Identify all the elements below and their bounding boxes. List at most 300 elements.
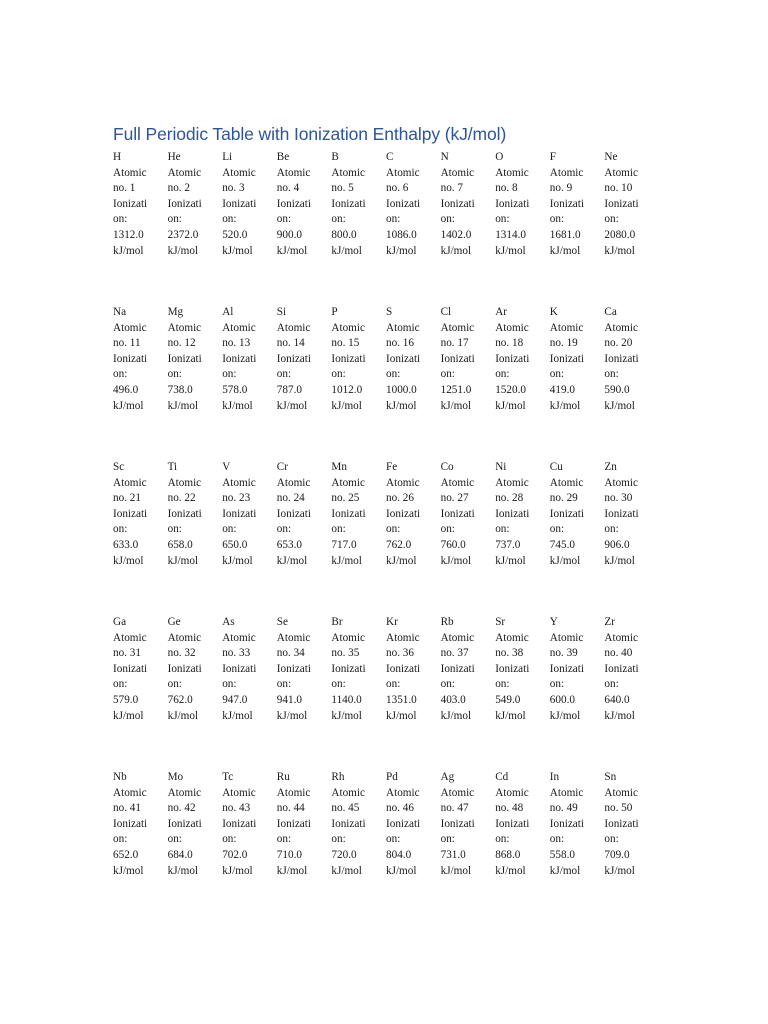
element-cell: [113, 305, 167, 414]
ionization-label-part2: on:: [549, 678, 565, 691]
element-grid: [113, 150, 733, 925]
element-cell: [168, 150, 222, 259]
element-cell: [113, 615, 167, 724]
ionization-label-part1: Ionizati: [495, 197, 530, 210]
atomic-label: Atomic: [386, 631, 420, 644]
ionization-value: 738.0: [167, 383, 193, 396]
element-symbol: N: [440, 151, 449, 163]
element-cell: [222, 615, 276, 724]
ionization-value: 762.0: [167, 693, 193, 706]
ionization-label-part1: Ionizati: [386, 817, 421, 830]
unit-label: kJ/mol: [440, 709, 472, 722]
atomic-label: Atomic: [113, 476, 147, 489]
element-cell: [495, 615, 549, 724]
ionization-label-part1: Ionizati: [495, 352, 530, 365]
element-cell: [277, 305, 331, 414]
unit-label: kJ/mol: [495, 864, 526, 877]
ionization-value: 650.0: [222, 538, 248, 551]
ionization-label-part1: Ionizati: [276, 507, 311, 520]
element-cell: [604, 305, 658, 414]
unit-label: kJ/mol: [604, 709, 635, 722]
ionization-label-part1: Ionizati: [167, 197, 202, 210]
ionization-label-part1: Ionizati: [386, 507, 421, 520]
atomic-number: no. 36: [386, 647, 414, 660]
element-symbol: Ag: [440, 771, 455, 783]
ionization-label-part1: Ionizati: [167, 352, 202, 365]
element-row: [113, 770, 733, 925]
atomic-number: no. 5: [331, 182, 354, 195]
element-symbol: P: [331, 306, 338, 318]
element-symbol: Sc: [113, 461, 125, 473]
ionization-label-part2: on:: [113, 523, 128, 536]
unit-label: kJ/mol: [276, 864, 308, 877]
atomic-number: no. 38: [495, 647, 524, 660]
ionization-value: 653.0: [276, 538, 302, 551]
ionization-value: 1086.0: [386, 228, 417, 241]
atomic-label: Atomic: [604, 321, 638, 334]
element-symbol: Br: [331, 616, 343, 628]
ionization-label-part1: Ionizati: [331, 352, 366, 365]
ionization-label-part1: Ionizati: [549, 817, 584, 830]
ionization-value: 549.0: [495, 693, 521, 706]
ionization-label-part1: Ionizati: [167, 662, 202, 675]
element-symbol: Mo: [167, 771, 184, 783]
atomic-label: Atomic: [386, 321, 420, 334]
atomic-label: Atomic: [495, 786, 529, 799]
atomic-label: Atomic: [331, 631, 365, 644]
ionization-label-part2: on:: [331, 213, 346, 226]
atomic-label: Atomic: [549, 786, 584, 799]
atomic-number: no. 42: [167, 802, 196, 815]
element-symbol: Ca: [604, 306, 617, 318]
atomic-number: no. 29: [549, 492, 578, 505]
unit-label: kJ/mol: [440, 244, 472, 257]
element-cell: [331, 305, 385, 414]
unit-label: kJ/mol: [113, 554, 144, 567]
ionization-value: 762.0: [386, 538, 412, 551]
unit-label: kJ/mol: [331, 554, 362, 567]
ionization-label-part2: on:: [222, 213, 237, 226]
element-symbol: Rb: [440, 616, 454, 628]
ionization-value: 1520.0: [495, 383, 526, 396]
unit-label: kJ/mol: [549, 399, 581, 412]
atomic-label: Atomic: [386, 476, 420, 489]
element-symbol: Cr: [276, 461, 288, 473]
atomic-label: Atomic: [222, 631, 256, 644]
element-cell: [331, 460, 385, 569]
atomic-number: no. 7: [440, 182, 463, 195]
ionization-value: 1251.0: [440, 383, 472, 396]
ionization-value: 941.0: [276, 693, 302, 706]
ionization-label-part2: on:: [604, 523, 619, 536]
element-row: [113, 615, 733, 770]
ionization-label-part2: on:: [386, 523, 401, 536]
element-symbol: Be: [276, 151, 290, 163]
atomic-label: Atomic: [222, 166, 256, 179]
ionization-label-part1: Ionizati: [440, 817, 475, 830]
atomic-number: no. 33: [222, 647, 251, 660]
unit-label: kJ/mol: [113, 399, 144, 412]
element-symbol: Nb: [113, 771, 127, 783]
element-symbol: Ar: [495, 306, 507, 318]
ionization-value: 906.0: [604, 538, 630, 551]
ionization-label-part2: on:: [440, 523, 455, 536]
element-symbol: Si: [276, 306, 287, 318]
element-cell: [386, 305, 440, 414]
atomic-number: no. 19: [549, 337, 578, 350]
ionization-label-part2: on:: [222, 368, 237, 381]
unit-label: kJ/mol: [386, 709, 417, 722]
ionization-value: 2372.0: [167, 228, 199, 241]
ionization-label-part1: Ionizati: [495, 662, 530, 675]
atomic-number: no. 3: [222, 182, 245, 195]
atomic-label: Atomic: [495, 321, 529, 334]
element-symbol: H: [113, 151, 122, 163]
ionization-label-part1: Ionizati: [440, 197, 475, 210]
atomic-label: Atomic: [549, 166, 584, 179]
unit-label: kJ/mol: [331, 709, 362, 722]
ionization-label-part2: on:: [440, 833, 455, 846]
element-symbol: V: [222, 461, 231, 473]
element-symbol: As: [222, 616, 235, 628]
atomic-number: no. 41: [113, 802, 141, 815]
ionization-label-part2: on:: [276, 678, 292, 691]
element-symbol: Sr: [495, 616, 506, 628]
unit-label: kJ/mol: [549, 709, 581, 722]
element-cell: [222, 460, 276, 569]
element-symbol: S: [386, 306, 393, 318]
ionization-label-part2: on:: [495, 523, 510, 536]
ionization-label-part2: on:: [440, 368, 455, 381]
ionization-label-part1: Ionizati: [222, 662, 257, 675]
unit-label: kJ/mol: [440, 554, 472, 567]
element-cell: [604, 460, 658, 569]
atomic-number: no. 46: [386, 802, 414, 815]
ionization-label-part2: on:: [222, 678, 237, 691]
atomic-number: no. 45: [331, 802, 360, 815]
ionization-value: 1312.0: [113, 228, 144, 241]
atomic-label: Atomic: [167, 631, 202, 644]
ionization-value: 1000.0: [386, 383, 417, 396]
unit-label: kJ/mol: [167, 864, 199, 877]
unit-label: kJ/mol: [276, 709, 308, 722]
ionization-label-part1: Ionizati: [549, 507, 584, 520]
ionization-value: 787.0: [276, 383, 302, 396]
ionization-label-part1: Ionizati: [440, 507, 475, 520]
element-cell: [550, 615, 604, 724]
element-symbol: Ru: [276, 771, 290, 783]
unit-label: kJ/mol: [113, 709, 144, 722]
ionization-label-part1: Ionizati: [276, 352, 311, 365]
ionization-value: 579.0: [113, 693, 139, 706]
atomic-number: no. 17: [440, 337, 469, 350]
atomic-label: Atomic: [495, 631, 529, 644]
atomic-label: Atomic: [167, 321, 202, 334]
atomic-number: no. 1: [113, 182, 136, 195]
ionization-label-part2: on:: [604, 678, 619, 691]
ionization-label-part1: Ionizati: [331, 197, 366, 210]
ionization-value: 1314.0: [495, 228, 526, 241]
ionization-label-part2: on:: [167, 523, 182, 536]
ionization-label-part2: on:: [276, 213, 292, 226]
ionization-label-part1: Ionizati: [276, 817, 311, 830]
element-cell: [222, 150, 276, 259]
atomic-number: no. 24: [276, 492, 305, 505]
atomic-label: Atomic: [604, 476, 638, 489]
atomic-number: no. 12: [167, 337, 196, 350]
element-symbol: Ge: [167, 616, 181, 628]
atomic-label: Atomic: [167, 476, 202, 489]
element-symbol: Zr: [604, 616, 615, 628]
ionization-label-part1: Ionizati: [331, 662, 366, 675]
unit-label: kJ/mol: [440, 399, 472, 412]
atomic-number: no. 43: [222, 802, 251, 815]
atomic-number: no. 4: [276, 182, 300, 195]
atomic-number: no. 47: [440, 802, 469, 815]
atomic-number: no. 32: [167, 647, 196, 660]
ionization-label-part2: on:: [549, 213, 565, 226]
atomic-label: Atomic: [276, 166, 311, 179]
element-symbol: K: [549, 306, 558, 318]
element-symbol: Cu: [549, 461, 563, 473]
unit-label: kJ/mol: [604, 554, 635, 567]
ionization-value: 658.0: [167, 538, 193, 551]
ionization-label-part2: on:: [222, 833, 237, 846]
ionization-label-part1: Ionizati: [222, 197, 257, 210]
element-symbol: In: [549, 771, 560, 783]
unit-label: kJ/mol: [440, 864, 472, 877]
ionization-label-part2: on:: [113, 368, 128, 381]
ionization-label-part2: on:: [276, 368, 292, 381]
ionization-label-part2: on:: [276, 523, 292, 536]
unit-label: kJ/mol: [331, 864, 362, 877]
atomic-number: no. 39: [549, 647, 578, 660]
atomic-number: no. 15: [331, 337, 360, 350]
atomic-number: no. 37: [440, 647, 469, 660]
ionization-label-part1: Ionizati: [113, 352, 148, 365]
ionization-label-part1: Ionizati: [604, 662, 639, 675]
unit-label: kJ/mol: [222, 399, 253, 412]
element-symbol: Ni: [495, 461, 507, 473]
unit-label: kJ/mol: [167, 709, 199, 722]
element-symbol: Y: [549, 616, 558, 628]
atomic-label: Atomic: [604, 166, 638, 179]
element-cell: [495, 150, 549, 259]
atomic-label: Atomic: [167, 786, 202, 799]
ionization-label-part1: Ionizati: [276, 662, 311, 675]
element-cell: [604, 770, 658, 879]
unit-label: kJ/mol: [495, 244, 526, 257]
ionization-label-part2: on:: [113, 833, 128, 846]
atomic-label: Atomic: [222, 786, 256, 799]
ionization-value: 947.0: [222, 693, 248, 706]
ionization-value: 1402.0: [440, 228, 472, 241]
atomic-label: Atomic: [549, 476, 584, 489]
element-cell: [277, 615, 331, 724]
atomic-number: no. 30: [604, 492, 633, 505]
unit-label: kJ/mol: [386, 399, 417, 412]
unit-label: kJ/mol: [495, 554, 526, 567]
atomic-number: no. 40: [604, 647, 633, 660]
ionization-label-part2: on:: [386, 678, 401, 691]
ionization-label-part1: Ionizati: [222, 507, 257, 520]
atomic-label: Atomic: [549, 321, 584, 334]
unit-label: kJ/mol: [222, 709, 253, 722]
ionization-value: 804.0: [386, 848, 412, 861]
element-cell: [113, 150, 167, 259]
ionization-label-part1: Ionizati: [222, 817, 257, 830]
ionization-value: 1681.0: [549, 228, 581, 241]
ionization-label-part2: on:: [495, 833, 510, 846]
ionization-value: 731.0: [440, 848, 466, 861]
element-cell: [495, 770, 549, 879]
atomic-number: no. 16: [386, 337, 414, 350]
atomic-number: no. 25: [331, 492, 360, 505]
element-symbol: Co: [440, 461, 454, 473]
ionization-label-part1: Ionizati: [549, 662, 584, 675]
unit-label: kJ/mol: [604, 399, 635, 412]
ionization-label-part2: on:: [440, 678, 455, 691]
atomic-number: no. 22: [167, 492, 196, 505]
element-symbol: Tc: [222, 771, 234, 783]
element-cell: [495, 305, 549, 414]
unit-label: kJ/mol: [222, 864, 253, 877]
ionization-label-part1: Ionizati: [113, 507, 148, 520]
element-cell: [277, 150, 331, 259]
element-cell: [386, 615, 440, 724]
ionization-label-part2: on:: [440, 213, 455, 226]
atomic-label: Atomic: [495, 476, 529, 489]
element-row: [113, 460, 733, 615]
atomic-number: no. 13: [222, 337, 251, 350]
unit-label: kJ/mol: [386, 864, 417, 877]
ionization-label-part1: Ionizati: [549, 197, 584, 210]
atomic-number: no. 26: [386, 492, 414, 505]
unit-label: kJ/mol: [276, 244, 308, 257]
element-symbol: Ne: [604, 151, 618, 163]
ionization-label-part1: Ionizati: [440, 352, 475, 365]
ionization-label-part1: Ionizati: [386, 197, 421, 210]
unit-label: kJ/mol: [113, 864, 144, 877]
ionization-value: 496.0: [113, 383, 139, 396]
ionization-label-part1: Ionizati: [276, 197, 311, 210]
atomic-number: no. 34: [276, 647, 305, 660]
unit-label: kJ/mol: [604, 864, 635, 877]
ionization-label-part1: Ionizati: [113, 817, 148, 830]
atomic-label: Atomic: [331, 321, 365, 334]
ionization-label-part1: Ionizati: [495, 507, 530, 520]
ionization-label-part2: on:: [331, 678, 346, 691]
ionization-value: 868.0: [495, 848, 521, 861]
ionization-value: 709.0: [604, 848, 630, 861]
ionization-label-part1: Ionizati: [386, 352, 421, 365]
ionization-value: 558.0: [549, 848, 575, 861]
unit-label: kJ/mol: [331, 244, 362, 257]
ionization-label-part2: on:: [167, 678, 182, 691]
atomic-label: Atomic: [113, 166, 147, 179]
element-cell: [441, 305, 495, 414]
ionization-label-part2: on:: [167, 213, 182, 226]
unit-label: kJ/mol: [167, 399, 199, 412]
ionization-value: 590.0: [604, 383, 630, 396]
ionization-value: 1351.0: [386, 693, 417, 706]
element-cell: [277, 460, 331, 569]
element-cell: [222, 305, 276, 414]
ionization-value: 737.0: [495, 538, 521, 551]
ionization-value: 745.0: [549, 538, 575, 551]
ionization-label-part1: Ionizati: [604, 197, 639, 210]
element-symbol: Al: [222, 306, 234, 318]
ionization-value: 520.0: [222, 228, 248, 241]
atomic-label: Atomic: [276, 786, 311, 799]
ionization-value: 702.0: [222, 848, 248, 861]
atomic-number: no. 21: [113, 492, 141, 505]
element-cell: [222, 770, 276, 879]
ionization-label-part1: Ionizati: [604, 352, 639, 365]
ionization-value: 717.0: [331, 538, 357, 551]
element-cell: [604, 615, 658, 724]
ionization-value: 760.0: [440, 538, 466, 551]
element-cell: [386, 150, 440, 259]
atomic-number: no. 9: [549, 182, 573, 195]
atomic-number: no. 11: [113, 337, 141, 350]
element-symbol: Zn: [604, 461, 617, 473]
ionization-label-part1: Ionizati: [167, 507, 202, 520]
element-symbol: He: [167, 151, 181, 163]
ionization-label-part1: Ionizati: [495, 817, 530, 830]
element-cell: [331, 615, 385, 724]
atomic-label: Atomic: [113, 321, 147, 334]
ionization-value: 578.0: [222, 383, 248, 396]
atomic-number: no. 50: [604, 802, 633, 815]
element-cell: [168, 770, 222, 879]
element-cell: [495, 460, 549, 569]
element-symbol: Kr: [386, 616, 398, 628]
ionization-label-part2: on:: [495, 678, 510, 691]
element-cell: [386, 770, 440, 879]
atomic-label: Atomic: [167, 166, 202, 179]
atomic-number: no. 35: [331, 647, 360, 660]
atomic-label: Atomic: [440, 166, 475, 179]
page-title: Full Periodic Table with Ionization Enthalpy (kJ/mol): [113, 124, 507, 144]
element-symbol: Cd: [495, 771, 509, 783]
atomic-label: Atomic: [495, 166, 529, 179]
ionization-label-part2: on:: [386, 833, 401, 846]
element-cell: [386, 460, 440, 569]
element-cell: [604, 150, 658, 259]
atomic-number: no. 10: [604, 182, 633, 195]
atomic-number: no. 49: [549, 802, 578, 815]
element-cell: [550, 460, 604, 569]
element-row: [113, 305, 733, 460]
ionization-label-part2: on:: [604, 833, 619, 846]
atomic-number: no. 6: [386, 182, 409, 195]
ionization-label-part2: on:: [549, 368, 565, 381]
ionization-value: 633.0: [113, 538, 139, 551]
ionization-value: 600.0: [549, 693, 575, 706]
unit-label: kJ/mol: [276, 554, 308, 567]
element-cell: [168, 305, 222, 414]
ionization-value: 720.0: [331, 848, 357, 861]
ionization-label-part2: on:: [113, 678, 128, 691]
ionization-label-part1: Ionizati: [331, 817, 366, 830]
atomic-label: Atomic: [276, 631, 311, 644]
ionization-label-part1: Ionizati: [113, 662, 148, 675]
ionization-label-part2: on:: [386, 368, 401, 381]
atomic-label: Atomic: [276, 476, 311, 489]
ionization-label-part2: on:: [495, 213, 510, 226]
ionization-value: 652.0: [113, 848, 139, 861]
